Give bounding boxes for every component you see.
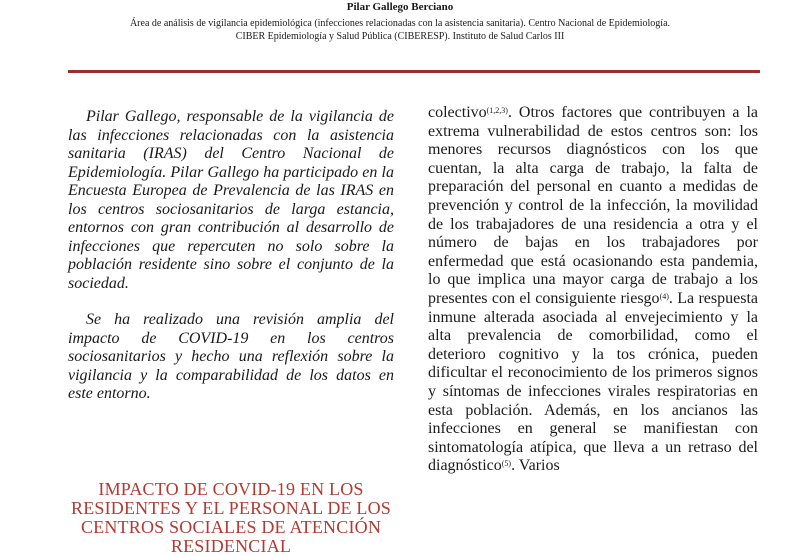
reference-marker: (4)	[659, 291, 669, 301]
header-divider	[68, 70, 760, 73]
body-text-segment: . Varios	[511, 457, 560, 475]
section-heading: IMPACTO DE COVID-19 EN LOS RESIDENTES Y EL PERSONAL DE LOS CENTROS SOCIALES DE ATENCIÓN RESIDENCIAL	[70, 479, 392, 556]
abstract-column	[68, 108, 394, 404]
affiliation-line-1: Área de análisis de vigilancia epidemiológica (infecciones relacionadas con la asistencia sanitaria). Centro Nacional de Epidemiología.	[129, 18, 671, 29]
body-text-segment: colectivo	[428, 104, 487, 121]
author-affiliation	[60, 17, 740, 43]
body-paragraph	[428, 104, 758, 476]
body-text-segment: . Otros factores que contribuyen a la extrema vulnerabilidad de estos centros son: los menores recursos diagnósticos con los que cuentan, la alta carga de trabajo, la falta de preparación del personal en cuanto a medidas de prevención y control de la infección, la movilidad de los trabajadores de una residencia a otra y el número de bajas en los trabajadores por enfermedad que está ocasionando esta pandemia, lo que implica una mayor carga de trabajo a los presentes con el consiguiente riesgo	[428, 104, 758, 307]
abstract-paragraph-1: Pilar Gallego, responsable de la vigilancia de las infecciones relacionadas con la asistencia sanitaria (IRAS) del Centro Nacional de Epidemiología. Pilar Gallego ha participado en la Encuesta Europea de Prevalencia de las IRAS en los centros sociosanitarios de larga estancia, entornos con gran contribución al desarrollo de infecciones que repercuten no solo sobre la población residente sino sobre el conjunto de la sociedad.	[68, 108, 394, 292]
body-text-column	[428, 104, 758, 476]
affiliation-line-2: CIBER Epidemiología y Salud Pública (CIBERESP). Instituto de Salud Carlos III	[235, 31, 565, 42]
body-text-segment: . La respuesta inmune alterada asociada al envejecimiento y la alta prevalencia de comorbilidad, como el deterioro cognitivo y la tos crónica, pueden dificultar el reconocimiento de los primeros signos y síntomas de infecciones virales respiratorias en esta población. Además, en los ancianos las infecciones en general se manifiestan con sintomatología atípica, que lleva a un retraso del diagnóstico	[428, 289, 758, 475]
reference-marker: (5)	[501, 459, 512, 469]
abstract-paragraph-2: Se ha realizado una revisión amplia del impacto de COVID-19 en los centros sociosanitarios y hecho una reflexión sobre la vigilancia y la comparabilidad de los datos en este entorno.	[68, 311, 394, 402]
author-name: Pilar Gallego Berciano	[346, 1, 454, 13]
reference-marker: (1,2,3)	[486, 106, 508, 115]
